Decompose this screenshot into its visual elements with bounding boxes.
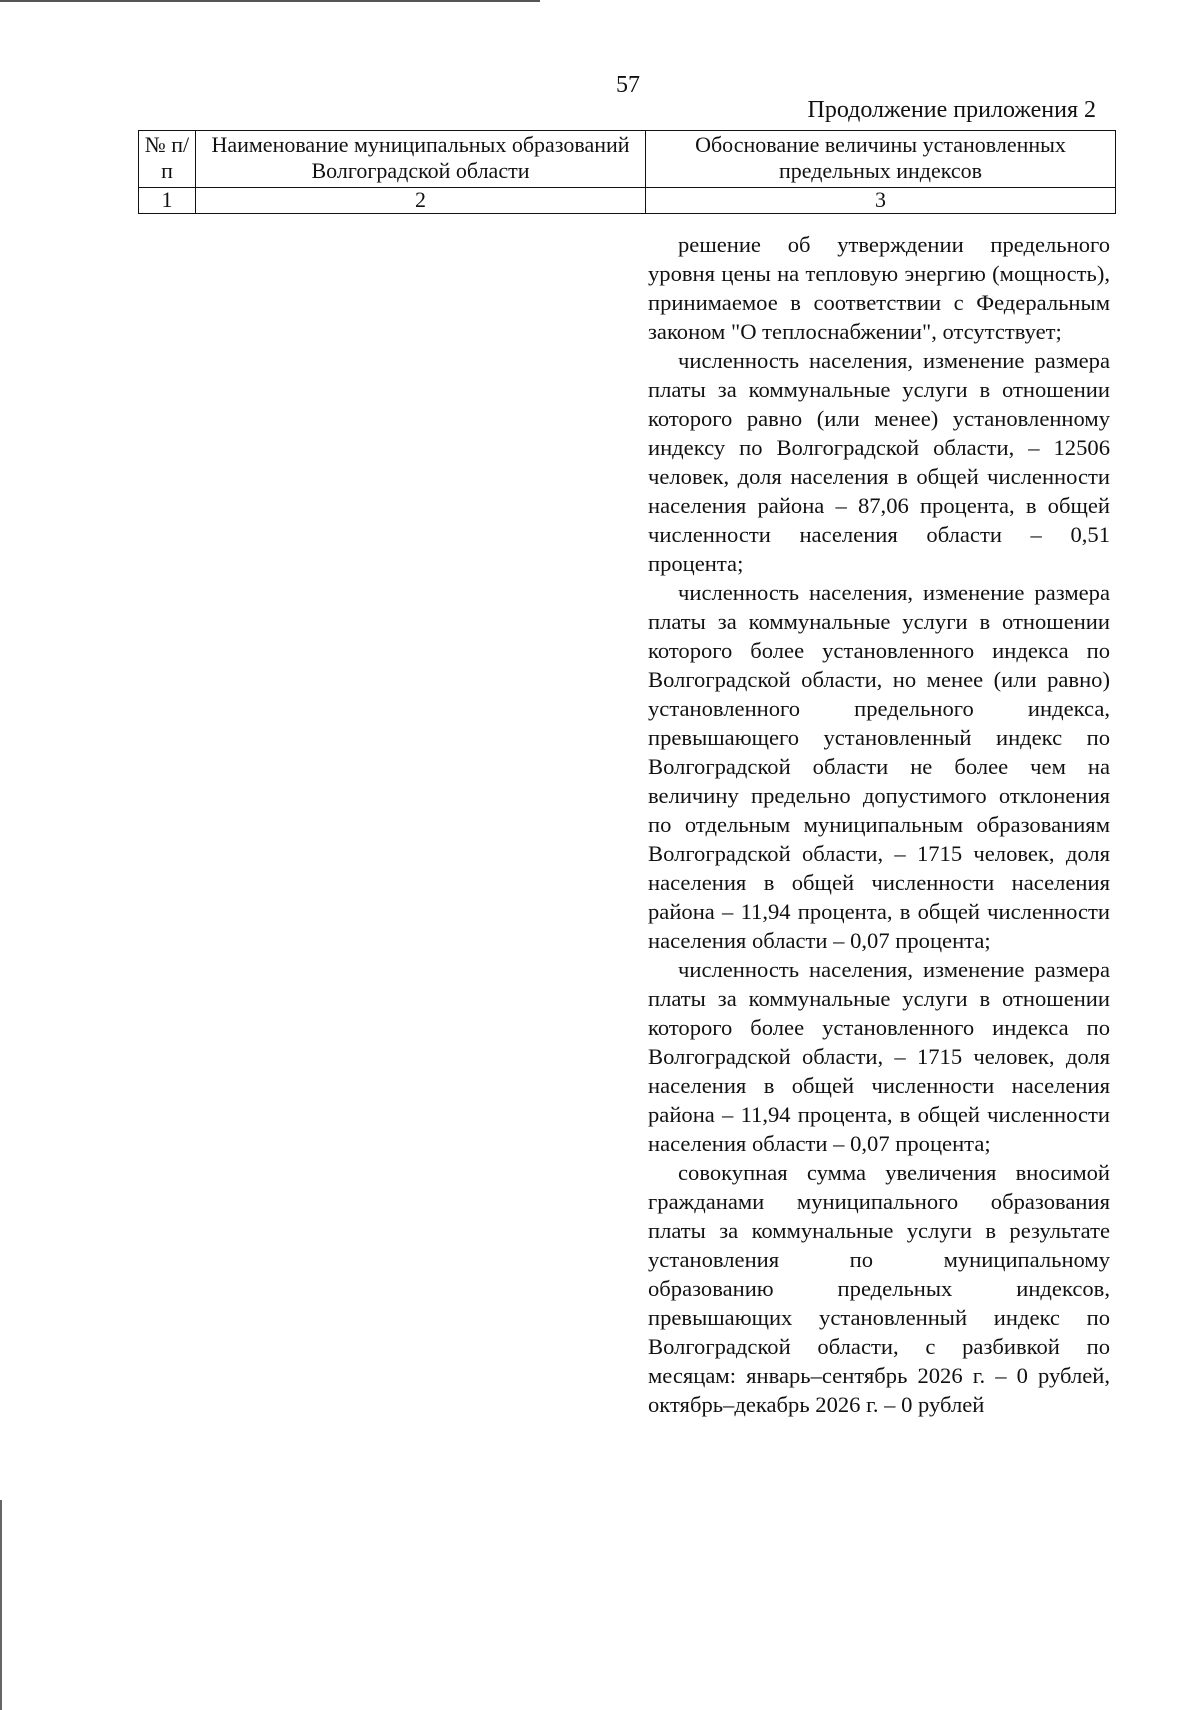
column-number-3: 3 <box>646 188 1116 214</box>
scan-border-top <box>0 0 540 2</box>
paragraph-population-within-limit: численность населения, изменение размера платы за коммунальные услуги в отношении которого более установленного индекса по Волгоградской области, но менее (или равно) установленного предельного индекса, превышающего установленный индекс по Волгоградской области не более чем на величину предельно допустимого отклонения по отдельным муниципальным образованиям Волгоградской области, – 1715 человек, доля населения в общей численности населения района – 11,94 процента, в общей численности населения области – 0,07 процента; <box>648 580 1110 953</box>
scan-border-left <box>0 1500 2 1710</box>
header-justification: Обоснование величины установленных предельных индексов <box>646 131 1116 188</box>
paragraph-population-above-index: численность населения, изменение размера платы за коммунальные услуги в отношении которого более установленного индекса по Волгоградской области, – 1715 человек, доля населения в общей численности населения района – 11,94 процента, в общей численности населения области – 0,07 процента; <box>648 957 1110 1156</box>
continuation-label: Продолжение приложения 2 <box>807 97 1096 123</box>
table-header-row <box>139 131 1116 188</box>
header-number: № п/п <box>139 131 196 188</box>
paragraph-population-within-index: численность населения, изменение размера платы за коммунальные услуги в отношении которого равно (или менее) установленному индексу по Волгоградской области, – 12506 человек, доля населения в общей численности населения района – 87,06 процента, в общей численности населения области – 0,51 процента; <box>648 348 1110 576</box>
table-column-numbers-row <box>139 188 1116 214</box>
paragraph-heat-price: решение об утверждении предельного уровня цены на тепловую энергию (мощность), принимаемое в соответствии с Федеральным законом "О теплоснабжении", отсутствует; <box>648 232 1110 344</box>
column-number-1: 1 <box>139 188 196 214</box>
column-number-2: 2 <box>196 188 646 214</box>
header-municipality: Наименование муниципальных образований Волгоградской области <box>196 131 646 188</box>
paragraph-total-increase: совокупная сумма увеличения вносимой гражданами муниципального образования платы за коммунальные услуги в результате установления по муниципальному образованию предельных индексов, превышающих установленный индекс по Волгоградской области, с разбивкой по месяцам: январь–сентябрь 2026 г. – 0 рублей, октябрь–декабрь 2026 г. – 0 рублей <box>648 1160 1110 1417</box>
justification-text <box>648 230 1110 1419</box>
appendix-table-header <box>138 130 1116 214</box>
page-number: 57 <box>616 72 640 98</box>
